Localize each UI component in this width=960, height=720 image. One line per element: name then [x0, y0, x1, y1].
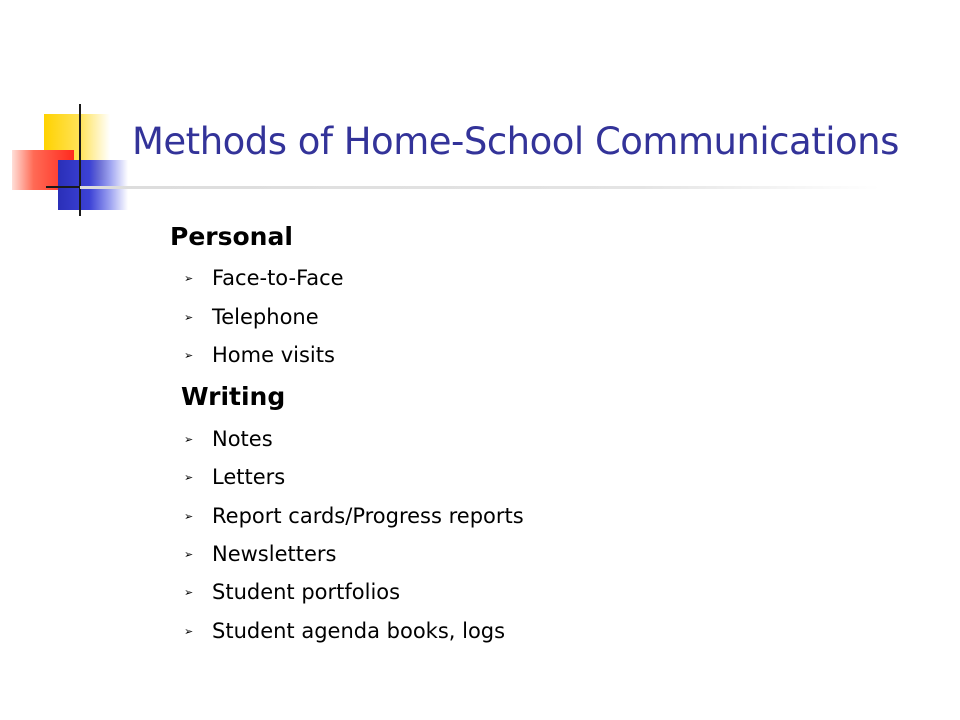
list-item: [184, 504, 524, 528]
list-item-text: Newsletters: [212, 542, 337, 566]
list-item-text: Student agenda books, logs: [212, 619, 506, 643]
list-item: [184, 542, 336, 566]
list-item: [184, 580, 400, 604]
list-item: [184, 343, 335, 367]
list-item: [184, 266, 344, 290]
arrowhead-bullet-icon: ➢: [184, 348, 194, 362]
arrowhead-bullet-icon: ➢: [184, 271, 194, 285]
list-item: [184, 427, 273, 451]
slide-title: Methods of Home-School Communications: [132, 120, 899, 163]
list-item: [184, 465, 285, 489]
arrowhead-bullet-icon: ➢: [184, 310, 194, 324]
list-item-text: Face-to-Face: [212, 266, 344, 290]
arrowhead-bullet-icon: ➢: [184, 470, 194, 484]
arrowhead-bullet-icon: ➢: [184, 509, 194, 523]
list-item: [184, 619, 505, 643]
arrowhead-bullet-icon: ➢: [184, 624, 194, 638]
list-item-text: Notes: [212, 427, 273, 451]
arrowhead-bullet-icon: ➢: [184, 432, 194, 446]
list-item-text: Letters: [212, 465, 286, 489]
section-heading-writing: Writing: [181, 382, 286, 411]
arrowhead-bullet-icon: ➢: [184, 547, 194, 561]
list-item-text: Report cards/Progress reports: [212, 504, 524, 528]
list-item-text: Telephone: [212, 305, 319, 329]
list-item-text: Home visits: [212, 343, 335, 367]
list-item: [184, 305, 319, 329]
list-item-text: Student portfolios: [212, 580, 401, 604]
arrowhead-bullet-icon: ➢: [184, 585, 194, 599]
section-heading-personal: Personal: [170, 222, 293, 251]
